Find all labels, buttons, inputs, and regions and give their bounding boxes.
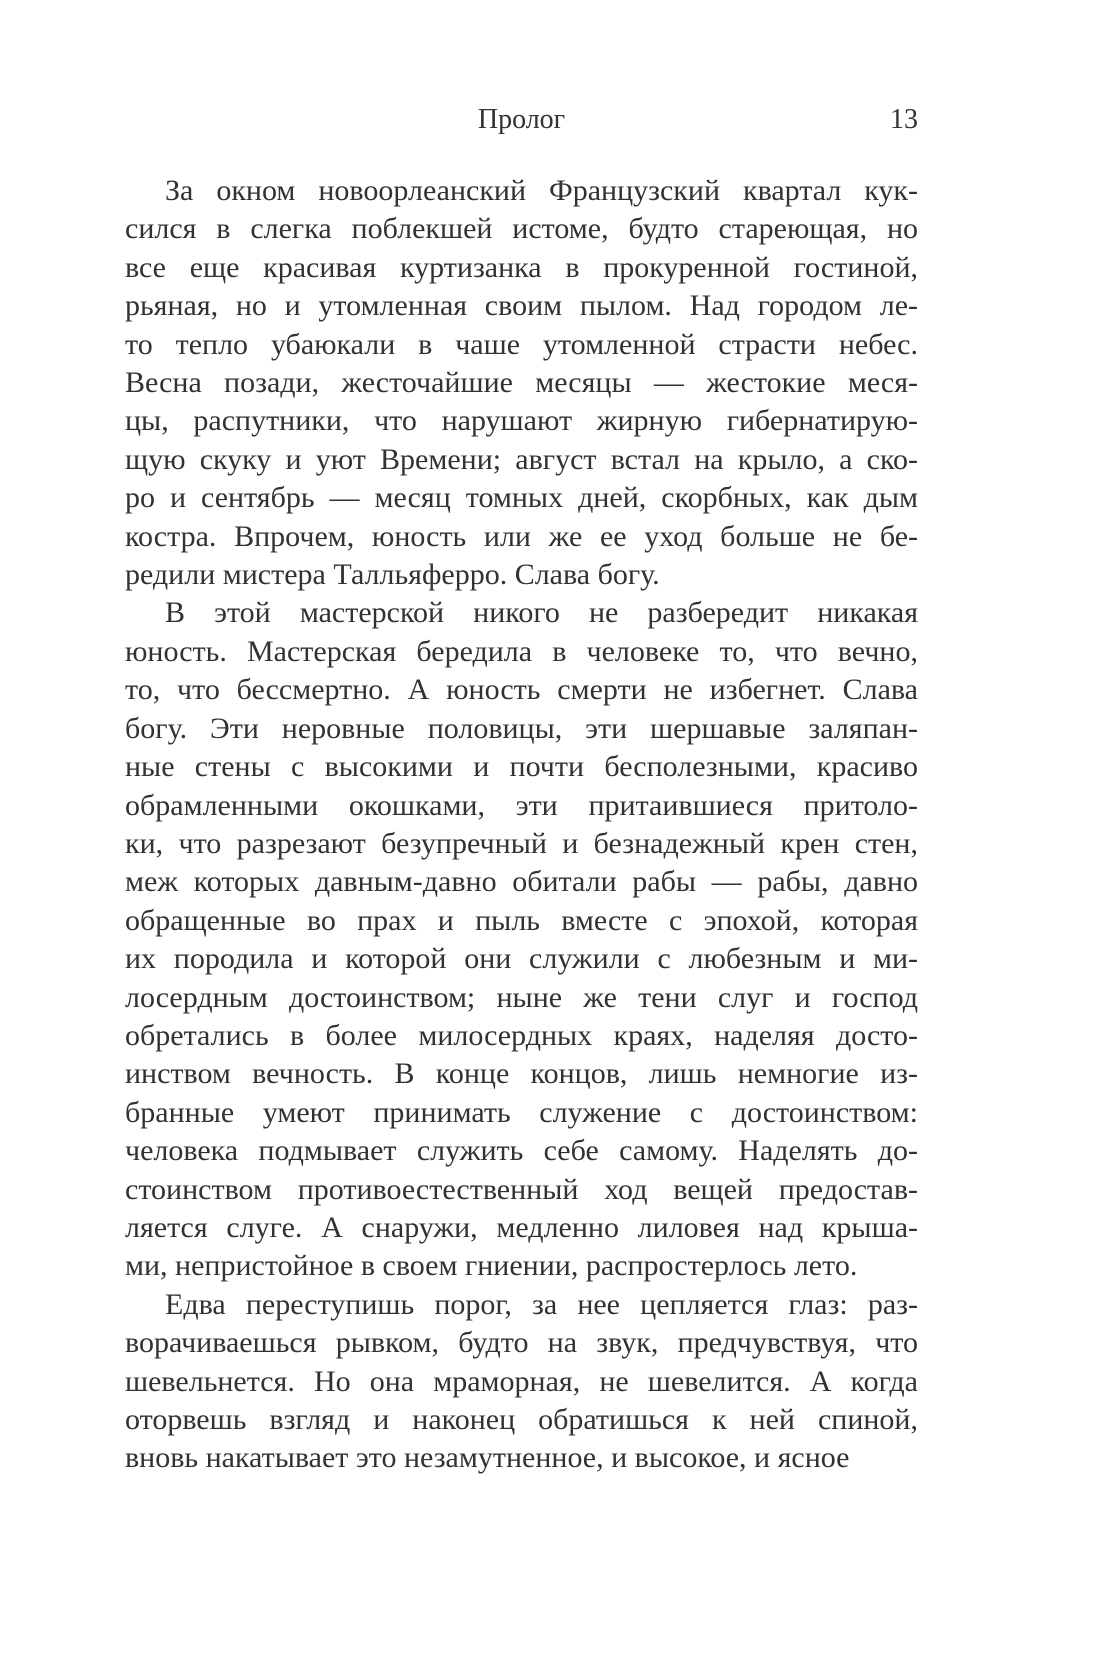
- text-line: вновь накатывает это незамутненное, и высокое, и ясное: [125, 1441, 850, 1475]
- text-line: то, что бессмертно. А юность смерти не избегнет. Слава: [125, 673, 918, 707]
- text-line: ми, непристойное в своем гниении, распростерлось лето.: [125, 1249, 858, 1283]
- text-line: меж которых давным-давно обитали рабы — рабы, давно: [125, 865, 918, 899]
- text-line: За окном новоорлеанский Французский квартал кук-: [165, 174, 918, 207]
- text-line: цы, распутники, что нарушают жирную гибернатирую-: [125, 404, 918, 438]
- text-line: щую скуку и уют Времени; август встал на крыло, а ско-: [125, 442, 918, 476]
- text-line: обращенные во прах и пыль вместе с эпохой, которая: [125, 903, 918, 937]
- text-line: ки, что разрезают безупречный и безнадежный крен стен,: [125, 826, 918, 860]
- text-line: рьяная, но и утомленная своим пылом. Над городом ле-: [125, 289, 918, 323]
- body-text: [125, 172, 918, 1478]
- text-line: стоинством противоестественный ход вещей предостав-: [125, 1172, 918, 1206]
- paragraph: [125, 172, 918, 594]
- text-line: ные стены с высокими и почти бесполезными, красиво: [125, 750, 918, 784]
- text-line: ляется слуге. А снаружи, медленно лиловея над крыша-: [125, 1210, 918, 1244]
- text-line: редили мистера Талльяферро. Слава богу.: [125, 558, 660, 592]
- text-line: ворачиваешься рывком, будто на звук, предчувствуя, что: [125, 1326, 918, 1360]
- text-line: бранные умеют принимать служение с достоинством:: [125, 1095, 918, 1129]
- text-line: шевельнется. Но она мраморная, не шевелится. А когда: [125, 1364, 918, 1398]
- paragraph: [125, 1286, 918, 1478]
- text-line: то тепло убаюкали в чаше утомленной страсти небес.: [125, 327, 918, 361]
- running-head: [125, 100, 918, 140]
- text-line: оторвешь взгляд и наконец обратишься к ней спиной,: [125, 1403, 918, 1436]
- text-line: сился в слегка поблекшей истоме, будто стареющая, но: [125, 212, 918, 246]
- text-line: В этой мастерской никого не разбередит никакая: [165, 596, 918, 630]
- text-line: ро и сентябрь — месяц томных дней, скорбных, как дым: [125, 481, 918, 515]
- text-line: Весна позади, жесточайшие месяцы — жестокие меся-: [125, 366, 918, 400]
- text-line: обрамленными окошками, эти притаившиеся притоло-: [125, 788, 918, 822]
- text-line: богу. Эти неровные половицы, эти шершавые заляпан-: [125, 711, 918, 745]
- paragraph: [125, 594, 918, 1285]
- text-line: юность. Мастерская бередила в человеке то, что вечно,: [125, 634, 918, 668]
- text-line: Едва переступишь порог, за нее цепляется глаз: раз-: [165, 1287, 918, 1321]
- page-number: 13: [890, 104, 918, 135]
- text-line: все еще красивая куртизанка в прокуренной гостиной,: [125, 250, 918, 284]
- chapter-title: Пролог: [477, 104, 566, 135]
- text-line: человека подмывает служить себе самому. Наделять до-: [125, 1134, 918, 1168]
- text-line: их породила и которой они служили с любезным и ми-: [125, 942, 918, 976]
- text-line: инством вечность. В конце концов, лишь немногие из-: [125, 1057, 918, 1091]
- text-line: лосердным достоинством; ныне же тени слуг и господ: [125, 980, 918, 1014]
- text-line: обретались в более милосердных краях, наделяя досто-: [125, 1018, 918, 1052]
- text-line: костра. Впрочем, юность или же ее уход больше не бе-: [125, 519, 918, 553]
